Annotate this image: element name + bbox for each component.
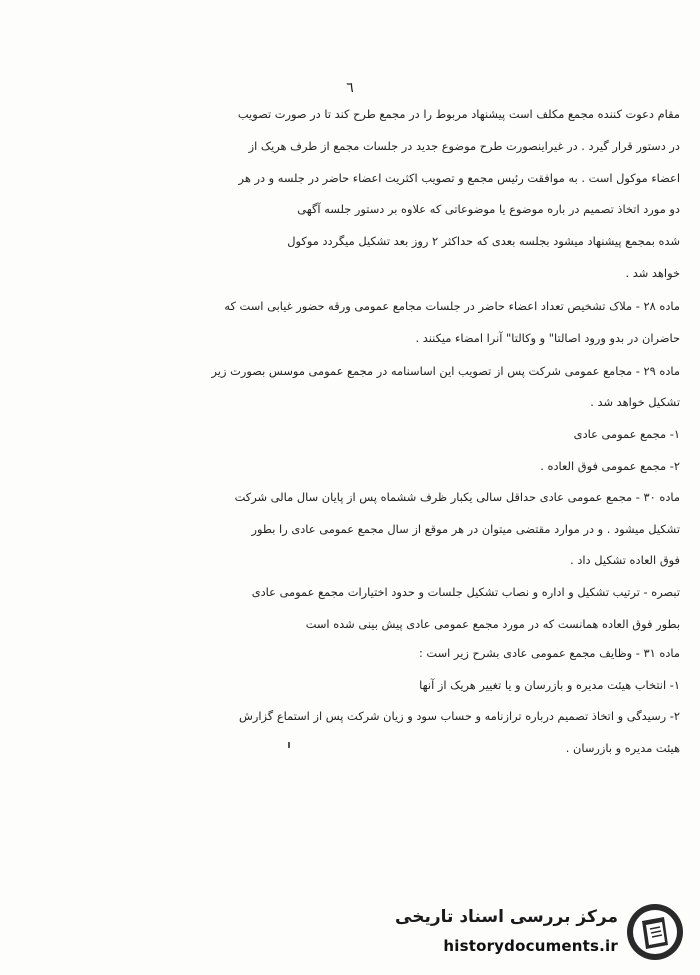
text-line: ماده ۲۹ - مجامع عمومی شرکت پس از تصویب این اساسنامه در مجمع عمومی موسس بصورت زیر [211,364,680,378]
page-number: ٦ [346,80,354,96]
stray-mark [288,742,290,748]
text-line: اعضاء موکول است . به موافقت رئیس مجمع و تصویب اکثریت اعضاء حاضر در جلسه و در هر [238,171,680,185]
archive-logo-icon [624,901,686,963]
text-line: ماده ۲۸ - ملاک تشخیص تعداد اعضاء حاضر در جلسات مجامع عمومی ورقه حضور غیابی است که [224,299,680,313]
text-line: در دستور قرار گیرد . در غیراینصورت طرح موضوع جدید در جلسات مجمع از طرف هریک از [248,139,680,153]
text-line: ۱- انتخاب هیئت مدیره و بازرسان و یا تغییر هریک از آنها [419,678,680,692]
text-line: تشکیل میشود . و در موارد مقتضی میتوان در هر موقع از سال مجمع عمومی عادی را بطور [251,522,680,536]
watermark [395,895,690,970]
watermark-url: historydocuments.ir [443,937,618,955]
text-line: ۱- مجمع عمومی عادی [573,427,680,441]
text-line: فوق العاده تشکیل داد . [570,553,680,567]
text-line: ماده ۳۱ - وظایف مجمع عمومی عادی بشرح زیر است : [418,646,680,660]
text-line: هیئت مدیره و بازرسان . [565,741,680,755]
text-line: دو مورد اتخاذ تصمیم در باره موضوع یا موضوعاتی که علاوه بر دستور جلسه آگهی [297,202,680,216]
text-line: ماده ۳۰ - مجمع عمومی عادی حداقل سالی یکبار ظرف ششماه پس از پایان سال مالی شرکت [234,490,680,504]
text-line: خواهد شد . [625,266,680,280]
watermark-title: مرکز بررسی اسناد تاریخی [395,907,618,927]
text-line: تشکیل خواهد شد . [590,395,680,409]
text-line: شده بمجمع پیشنهاد میشود بجلسه بعدی که حداکثر ۲ روز بعد تشکیل میگردد موکول [287,234,680,248]
text-line: بطور فوق العاده همانست که در مورد مجمع عمومی عادی پیش بینی شده است [305,617,680,631]
text-line: تبصره - ترتیب تشکیل و اداره و نصاب تشکیل جلسات و حدود اختیارات مجمع عمومی عادی [251,585,680,599]
text-line: ۲- رسیدگی و اتخاذ تصمیم درباره ترازنامه و حساب سود و زیان شرکت پس از استماع گزارش [238,709,680,723]
text-line: حاضران در بدو ورود اصالتا" و وکالتا" آنرا امضاء میکنند . [415,331,680,345]
text-line: مقام دعوت کننده مجمع مکلف است پیشنهاد مربوط را در مجمع طرح کند تا در صورت تصویب [237,107,680,121]
text-line: ۲- مجمع عمومی فوق العاده . [540,459,680,473]
